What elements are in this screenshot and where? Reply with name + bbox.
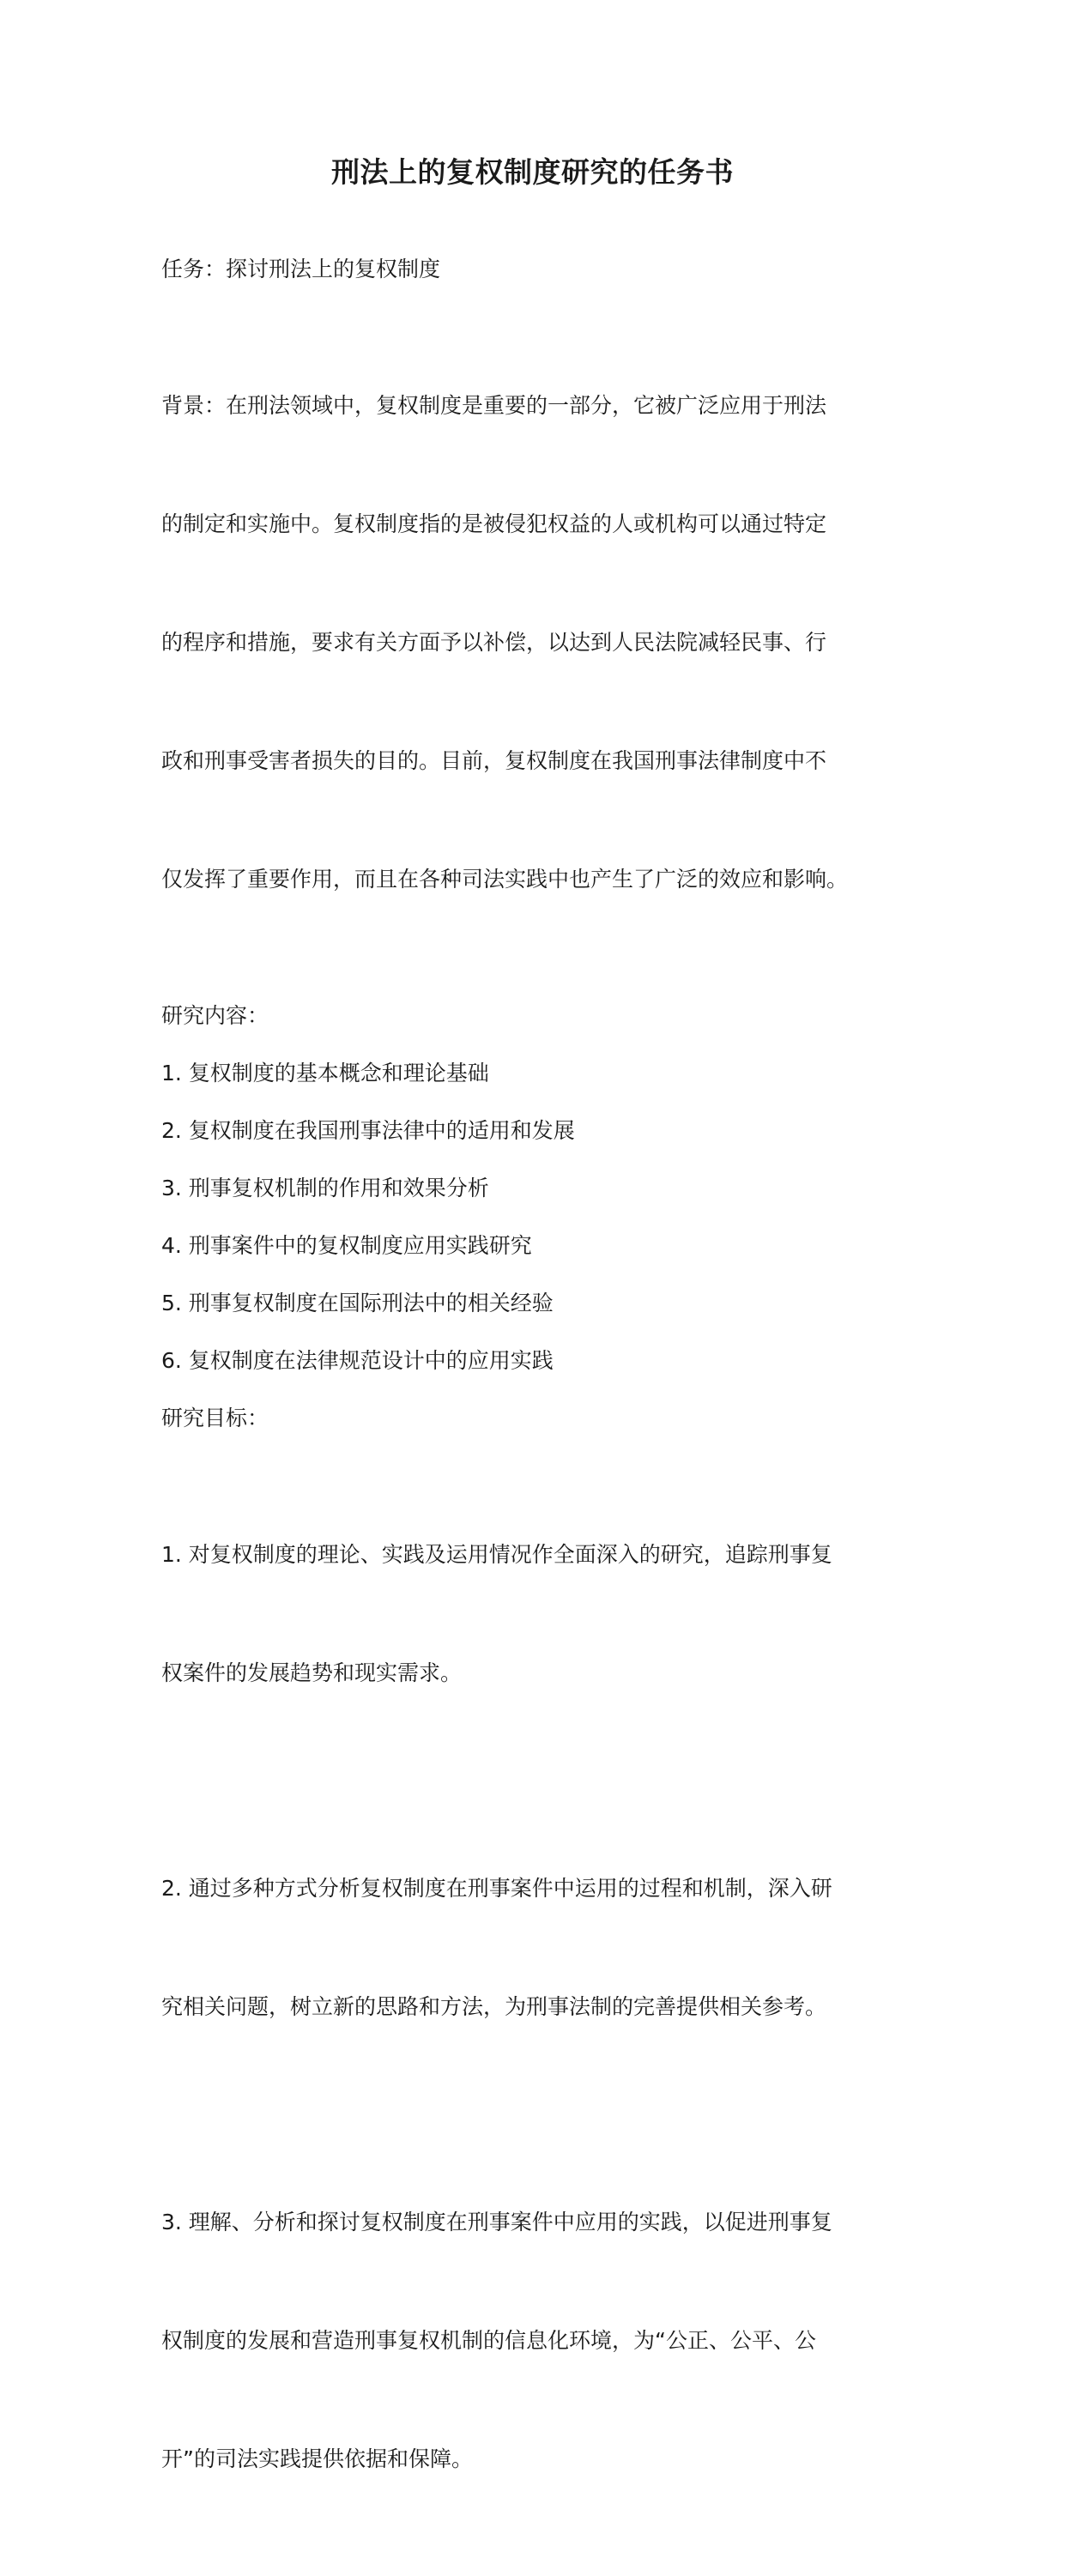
goal-line: 究相关问题，树立新的思路和方法，为刑事法制的完善提供相关参考。	[161, 1994, 827, 2019]
content-item: 1. 复权制度的基本概念和理论基础	[161, 1061, 489, 1085]
document-body	[161, 250, 917, 2576]
goal-paragraph	[161, 1456, 917, 1772]
background-line: 的程序和措施，要求有关方面予以补偿，以达到人民法院减轻民事、行	[161, 630, 827, 655]
goal-paragraph	[161, 2124, 917, 2558]
goal-paragraph	[161, 1790, 917, 2106]
goal-line: 开”的司法实践提供依据和保障。	[161, 2446, 473, 2471]
content-heading: 研究内容：	[161, 1003, 269, 1028]
goals-heading: 研究目标：	[161, 1406, 269, 1430]
goal-line: 2. 通过多种方式分析复权制度在刑事案件中运用的过程和机制，深入研	[161, 1876, 832, 1901]
background-line: 政和刑事受害者损失的目的。目前，复权制度在我国刑事法律制度中不	[161, 748, 827, 773]
content-item: 2. 复权制度在我国刑事法律中的适用和发展	[161, 1118, 575, 1143]
goal-line: 权案件的发展趋势和现实需求。	[161, 1660, 463, 1685]
goal-line: 权制度的发展和营造刑事复权机制的信息化环境，为“公正、公平、公	[161, 2328, 816, 2353]
content-item: 5. 刑事复权制度在国际刑法中的相关经验	[161, 1291, 554, 1315]
content-item: 3. 刑事复权机制的作用和效果分析	[161, 1176, 489, 1200]
document-title: 刑法上的复权制度研究的任务书	[331, 155, 734, 189]
content-item: 6. 复权制度在法律规范设计中的应用实践	[161, 1348, 554, 1373]
background-paragraph	[161, 307, 917, 978]
background-line: 的制定和实施中。复权制度指的是被侵犯权益的人或机构可以通过特定	[161, 511, 827, 536]
goal-line: 3. 理解、分析和探讨复权制度在刑事案件中应用的实践，以促进刑事复	[161, 2210, 832, 2234]
task-paragraph: 任务：探讨刑法上的复权制度	[161, 257, 441, 281]
goal-line: 1. 对复权制度的理论、实践及运用情况作全面深入的研究，追踪刑事复	[161, 1542, 832, 1567]
background-line: 仅发挥了重要作用，而且在各种司法实践中也产生了广泛的效应和影响。	[161, 867, 849, 892]
background-line: 背景：在刑法领域中，复权制度是重要的一部分，它被广泛应用于刑法	[161, 393, 827, 418]
content-item: 4. 刑事案件中的复权制度应用实践研究	[161, 1233, 532, 1258]
